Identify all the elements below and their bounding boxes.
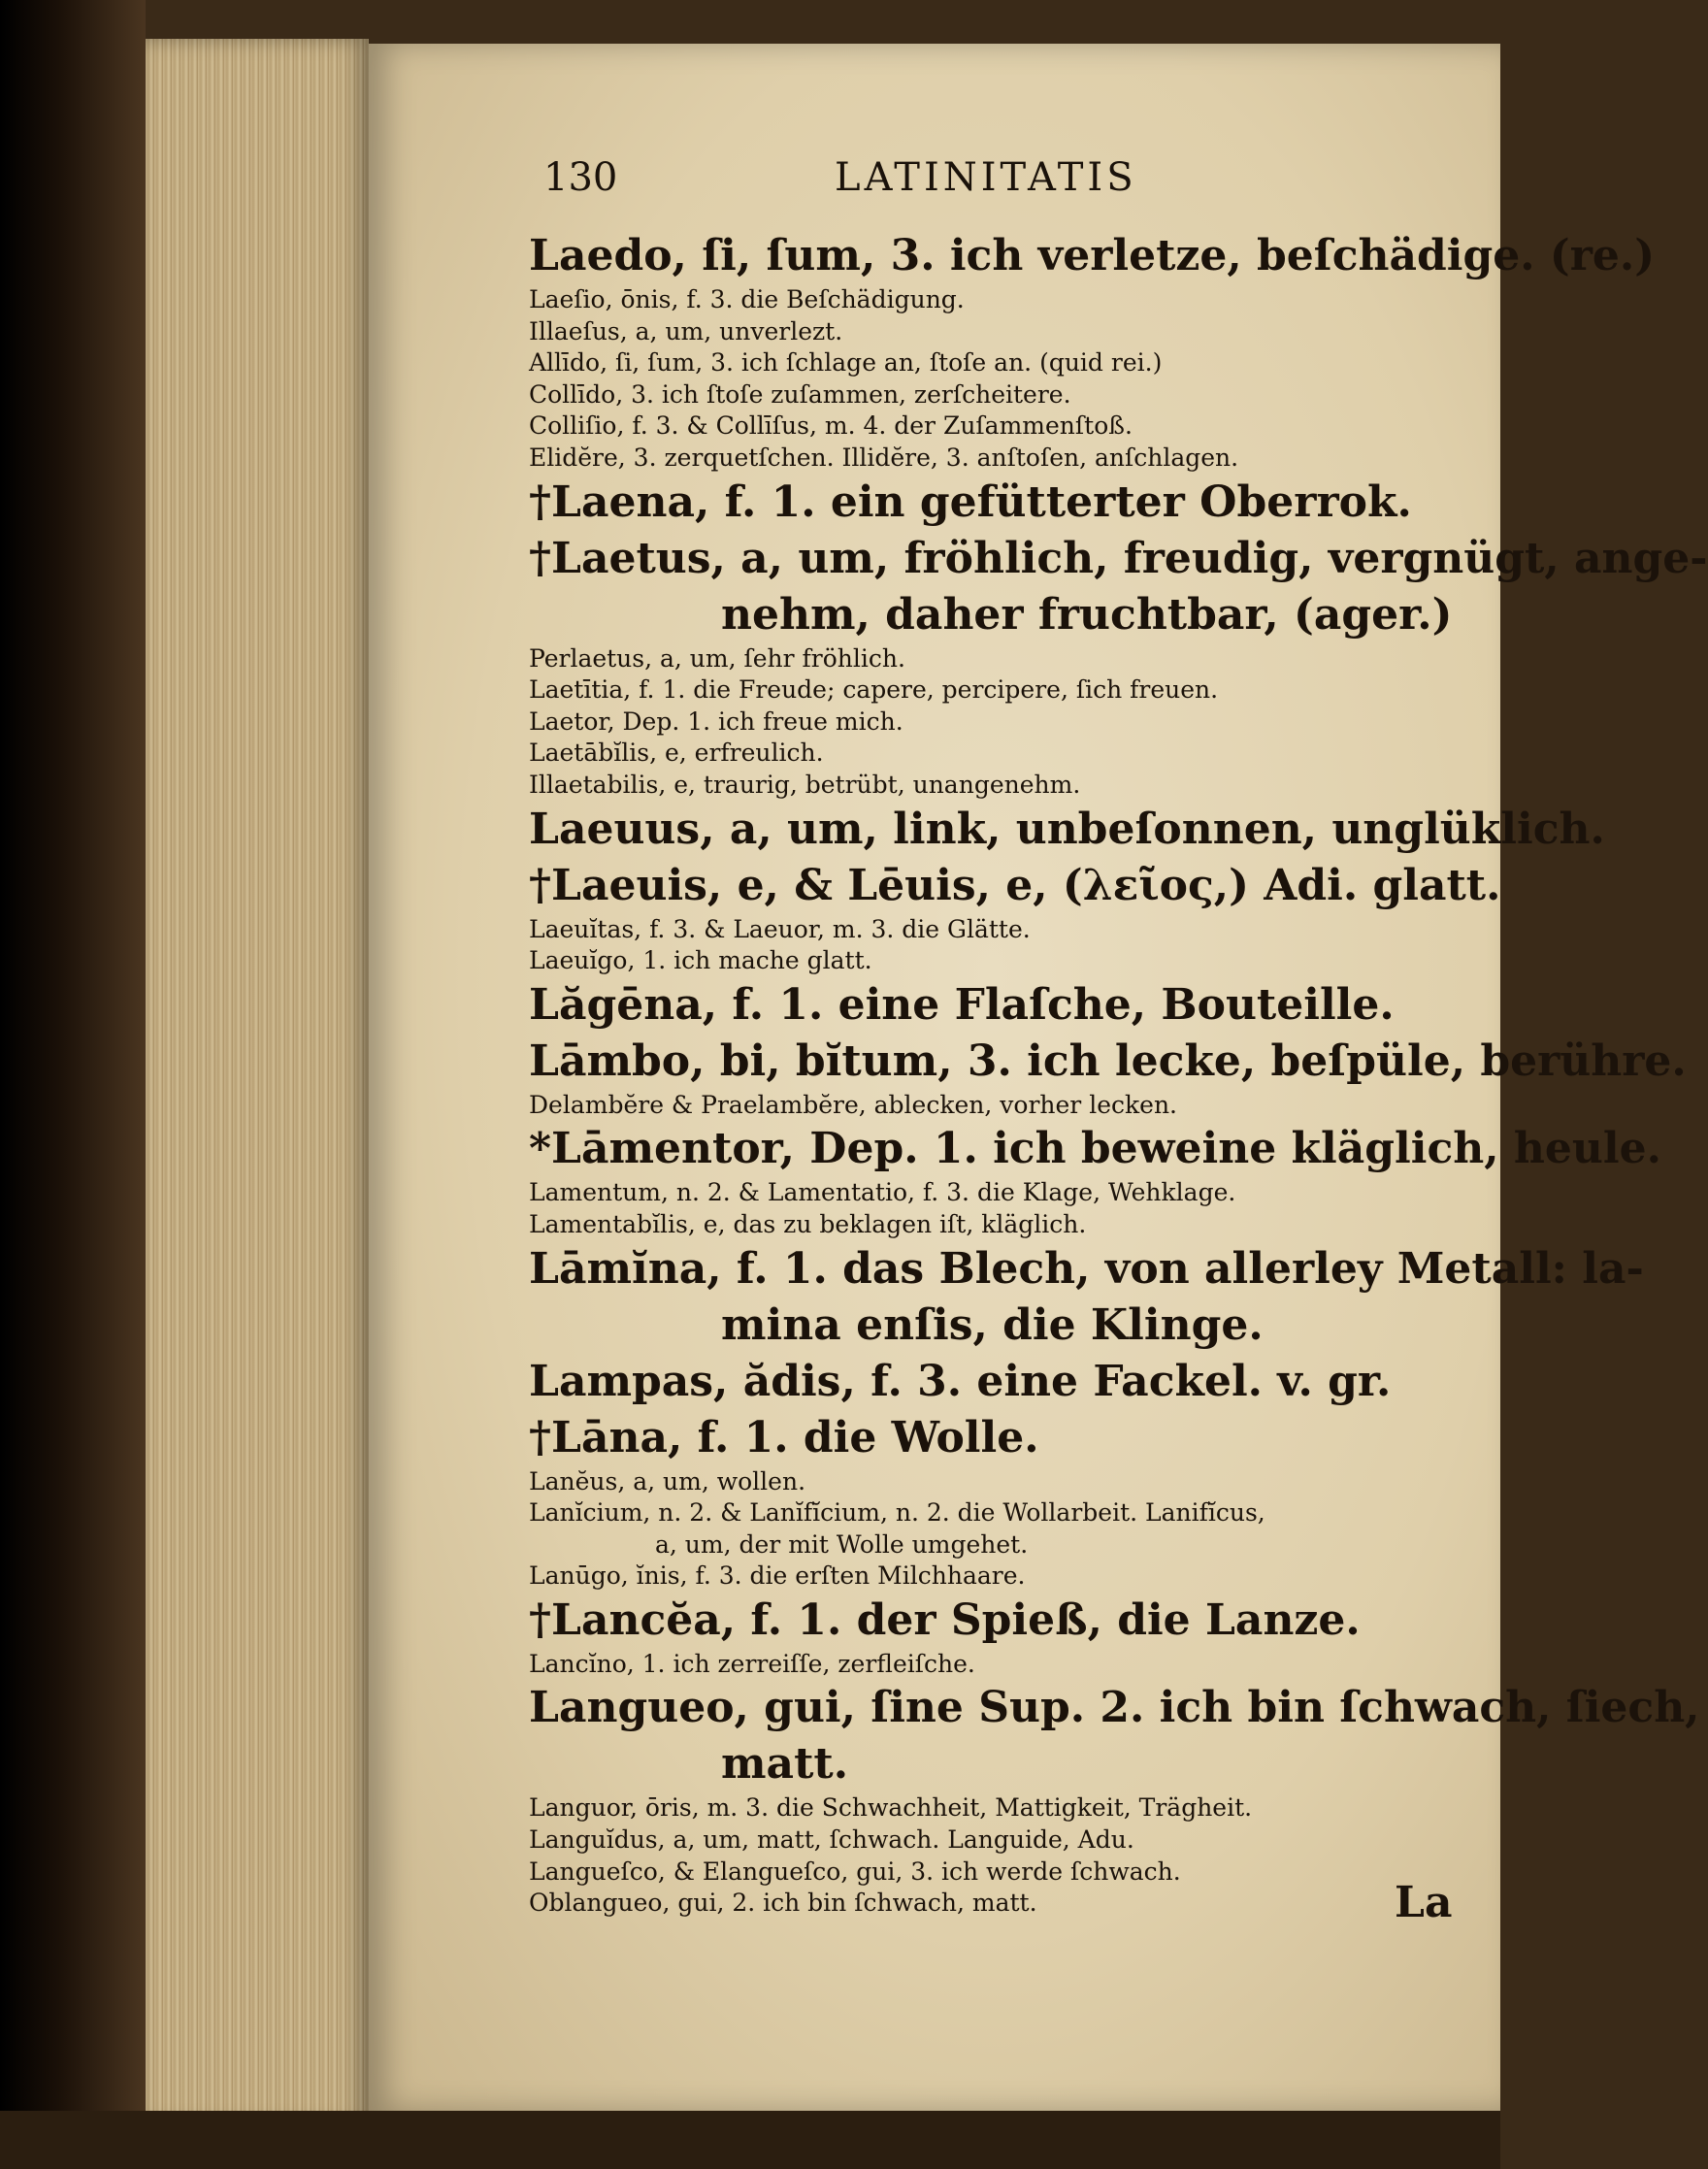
entry-subline: Oblangueo, gui, 2. ich bin ſchwach, matt.	[529, 1889, 1037, 1918]
entry-subline: Colliſio, f. 3. & Collīſus, m. 4. der Zuſammenſtoß.	[529, 411, 1133, 441]
entry-subline: Laeſio, ōnis, f. 3. die Beſchädigung.	[529, 285, 965, 313]
entry-subline: Lanĕus, a, um, wollen.	[529, 1466, 806, 1495]
entry-headline: matt.	[721, 1739, 849, 1790]
entry-subline: Elidĕre, 3. zerquetſchen. Illidĕre, 3. anſtoſen, anſchlagen.	[529, 443, 1239, 472]
entry-subline: Lamentabĭlis, e, das zu beklagen iſt, kläglich.	[529, 1209, 1087, 1238]
entry-subline: Laetor, Dep. 1. ich freue mich.	[529, 707, 903, 736]
entry-headline: nehm, daher fruchtbar, (ager.)	[721, 589, 1453, 640]
catchword: La	[1395, 1878, 1453, 1927]
entry-subline: Delambĕre & Praelambĕre, ablecken, vorher lecken.	[529, 1090, 1177, 1119]
entry-subline: Lanĭcium, n. 2. & Lanĭfĭcium, n. 2. die Wollarbeit. Lanifĭcus,	[529, 1498, 1265, 1528]
entry-headline: Laedo, ſi, ſum, 3. ich verletze, beſchädige. (re.)	[529, 231, 1656, 280]
entry-subline: Collīdo, 3. ich ſtoſe zuſammen, zerſcheitere.	[529, 379, 1071, 409]
entry-subline: Laeuĭtas, f. 3. & Laeuor, m. 3. die Glätte.	[529, 914, 1031, 943]
book-edge	[0, 0, 146, 2169]
running-title: LATINITATIS	[835, 155, 1137, 200]
page-header	[543, 155, 1223, 204]
entry-subline: Illaetabilis, e, traurig, betrübt, unangenehm.	[529, 770, 1081, 799]
entry-headline: †Lāna, f. 1. die Wolle.	[529, 1412, 1039, 1462]
entry-headline: *Lāmentor, Dep. 1. ich beweine kläglich, heule.	[529, 1124, 1661, 1174]
entry-headline: mina enſis, die Klinge.	[721, 1299, 1264, 1350]
entry-subline: Langueſco, & Elangueſco, gui, 3. ich werde ſchwach.	[529, 1857, 1181, 1886]
entry-subline: Languĭdus, a, um, matt, ſchwach. Languide, Adu.	[529, 1825, 1134, 1855]
entry-subline: Laeuĭgo, 1. ich mache glatt.	[529, 946, 872, 975]
entry-subline: Perlaetus, a, um, ſehr fröhlich.	[529, 643, 905, 673]
entry-headline: †Laetus, a, um, fröhlich, freudig, vergnügt, ange-	[529, 533, 1708, 583]
entry-headline: Laeuus, a, um, link, unbeſonnen, unglüklich.	[529, 804, 1605, 854]
entry-headline: †Laeuis, e, & Lēuis, e, (λεῖος,) Adi. glatt.	[529, 860, 1501, 910]
dictionary-entries	[529, 228, 1708, 1920]
entry-subline: Languor, ōris, m. 3. die Schwachheit, Mattigkeit, Trägheit.	[529, 1793, 1253, 1823]
entry-headline: Lāmĭna, f. 1. das Blech, von allerley Metall: la-	[529, 1243, 1644, 1294]
entry-subline: Illaeſus, a, um, unverlezt.	[529, 316, 843, 345]
page-number: 130	[543, 155, 618, 200]
entry-subline: Lamentum, n. 2. & Lamentatio, f. 3. die Klage, Wehklage.	[529, 1178, 1236, 1207]
entry-subline: Laetītia, f. 1. die Freude; capere, percipere, ſich freuen.	[529, 675, 1219, 705]
entry-headline: †Lancĕa, f. 1. der Spieß, die Lanze.	[529, 1594, 1361, 1645]
entry-headline: Lampas, ădis, f. 3. eine Fackel. v. gr.	[529, 1356, 1392, 1406]
entry-headline: Langueo, gui, ſine Sup. 2. ich bin ſchwach, ſiech,	[529, 1683, 1700, 1733]
entry-subline: Allīdo, ſi, ſum, 3. ich ſchlage an, ſtoſe an. (quid rei.)	[529, 348, 1163, 378]
entry-subline: a, um, der mit Wolle umgehet.	[655, 1529, 1029, 1559]
entry-subline: Lanūgo, ĭnis, f. 3. die erſten Milchhaare.	[529, 1561, 1026, 1591]
entry-subline: Lancĭno, 1. ich zerreiſſe, zerfleiſche.	[529, 1649, 975, 1678]
entry-headline: †Laena, f. 1. ein gefütterter Oberrok.	[529, 477, 1412, 527]
entry-headline: Lăgēna, f. 1. eine Flaſche, Bouteille.	[529, 979, 1395, 1030]
page-edges	[146, 39, 369, 2125]
bottom-shadow	[0, 2111, 1500, 2169]
entry-subline: Laetābĭlis, e, erfreulich.	[529, 739, 824, 768]
entry-headline: Lāmbo, bi, bĭtum, 3. ich lecke, beſpüle, berühre.	[529, 1035, 1687, 1086]
